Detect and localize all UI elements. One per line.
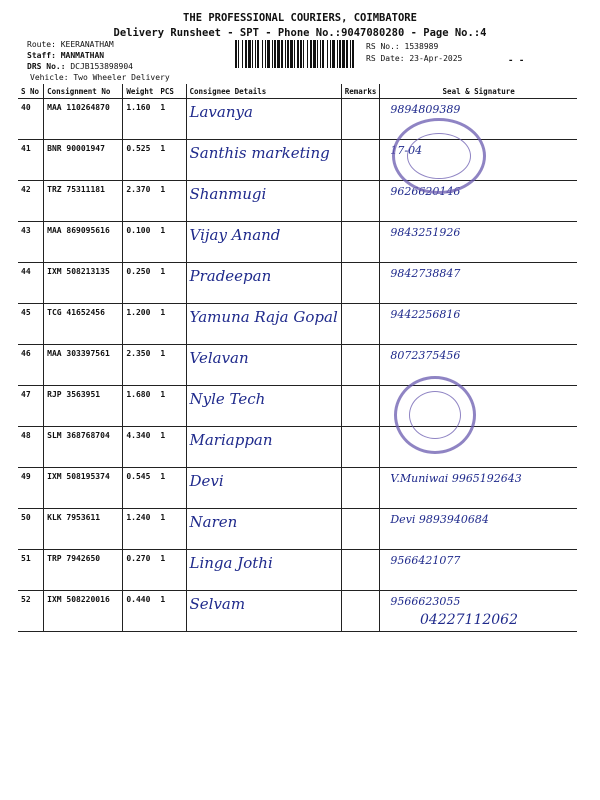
vehicle-value: Two Wheeler Delivery [73,73,170,82]
consignee-handwriting: Pradeepan [189,267,272,285]
barcode-bar [313,40,316,68]
row-sno: 45 [18,304,44,345]
route-value: KEERANATHAM [60,40,114,49]
row-consignment: MAA 869095616 [44,222,123,263]
col-consignment: Consignment No [44,84,123,99]
consignee-handwriting: Mariappan [189,431,273,449]
row-consignment: IXM 508213135 [44,263,123,304]
row-seal [380,468,577,509]
barcode-bar [242,40,243,68]
table-row [18,345,577,386]
barcode-bar [300,40,302,68]
row-consignee [186,550,341,591]
row-weight-pcs [123,263,186,304]
barcode-bar [337,40,338,68]
row-seal [380,550,577,591]
row-weight-pcs [123,304,186,345]
row-weight: 1.160 [126,103,151,112]
row-pcs: 1 [160,513,166,522]
rs-no-value: 1538989 [404,42,439,51]
barcode-bar [255,40,256,68]
barcode-bar [297,40,299,68]
row-remarks [341,345,380,386]
row-consignment: IXM 508195374 [44,468,123,509]
row-weight-pcs [123,345,186,386]
barcode-bar [257,40,259,68]
barcode-bar [332,40,335,68]
table-row [18,181,577,222]
runsheet-subtitle: Delivery Runsheet - SPT - Phone No.:9047080280 - Page No.:4 [113,27,487,39]
row-remarks [341,304,380,345]
drs-value: DCJB153898904 [70,62,133,71]
barcode-bar [320,40,321,68]
row-remarks [341,181,380,222]
table-row [18,468,577,509]
row-pcs: 1 [160,472,166,481]
row-weight-pcs [123,509,186,550]
col-weight: Weight [126,86,154,96]
row-consignment: TCG 41652456 [44,304,123,345]
table-row [18,509,577,550]
rs-no-line [366,42,438,51]
route-line [27,40,114,49]
barcode-bar [285,40,286,68]
row-consignment: KLK 7953611 [44,509,123,550]
row-sno: 48 [18,427,44,468]
dash-mark: - - [508,56,525,66]
row-sno: 46 [18,345,44,386]
col-remarks: Remarks [341,84,380,99]
consignee-handwriting: Santhis marketing [189,144,330,162]
row-consignee [186,468,341,509]
barcode-bar [235,40,237,68]
drs-line [27,62,133,71]
signature-handwriting: Devi 9893940684 [390,513,489,526]
barcode-bar [346,40,348,68]
signature-handwriting: 17-04 [390,144,423,157]
row-remarks [341,591,380,632]
signature-handwriting: V.Muniwai 9965192643 [390,472,522,485]
row-seal [380,181,577,222]
consignee-handwriting: Naren [189,513,238,531]
row-weight-pcs [123,140,186,181]
row-pcs: 1 [160,226,166,235]
row-sno: 44 [18,263,44,304]
row-weight-pcs [123,427,186,468]
row-pcs: 1 [160,390,166,399]
row-remarks [341,263,380,304]
consignee-handwriting: Nyle Tech [189,390,266,408]
consignee-handwriting: Velavan [189,349,249,367]
row-weight: 2.350 [126,349,151,358]
route-label: Route: [27,40,56,49]
table-row [18,99,577,140]
row-consignee [186,386,341,427]
consignee-handwriting: Selvam [189,595,246,613]
barcode-bar [287,40,289,68]
vehicle-label: Vehicle: [30,73,69,82]
row-remarks [341,386,380,427]
signature-handwriting: 8072375456 [390,349,461,362]
row-consignment: MAA 303397561 [44,345,123,386]
signature-handwriting: 9566623055 [390,595,461,608]
row-sno: 52 [18,591,44,632]
row-sno: 40 [18,99,44,140]
barcode-bar [330,40,331,68]
table-row [18,427,577,468]
barcode-bar [267,40,270,68]
row-sno: 47 [18,386,44,427]
rs-date-line [366,54,462,63]
barcode-bar [294,40,295,68]
row-consignment: SLM 368768704 [44,427,123,468]
signature-handwriting: 9626620146 [390,185,461,198]
row-pcs: 1 [160,431,166,440]
barcode-bar [262,40,263,68]
col-weight-pcs [123,84,186,99]
row-pcs: 1 [160,595,166,604]
row-remarks [341,222,380,263]
barcode-bar [317,40,318,68]
consignee-handwriting: Devi [189,472,224,490]
row-weight: 0.250 [126,267,151,276]
row-weight: 0.440 [126,595,151,604]
rs-date-value: 23-Apr-2025 [409,54,463,63]
row-weight: 0.100 [126,226,151,235]
row-weight: 2.370 [126,185,151,194]
barcode-bar [350,40,351,68]
row-consignee [186,591,341,632]
row-weight-pcs [123,550,186,591]
row-pcs: 1 [160,103,166,112]
row-weight-pcs [123,181,186,222]
row-remarks [341,99,380,140]
row-weight: 0.545 [126,472,151,481]
company-title: THE PROFESSIONAL COURIERS, COIMBATORE [183,12,417,24]
table-row [18,550,577,591]
barcode-bar [252,40,253,68]
row-pcs: 1 [160,554,166,563]
row-weight: 1.240 [126,513,151,522]
row-seal [380,263,577,304]
row-consignment: MAA 110264870 [44,99,123,140]
rs-date-label: RS Date: [366,54,405,63]
barcode-bar [290,40,293,68]
row-sno: 41 [18,140,44,181]
row-consignee [186,345,341,386]
table-row [18,263,577,304]
row-weight-pcs [123,386,186,427]
row-sno: 42 [18,181,44,222]
barcode-bar [274,40,276,68]
row-pcs: 1 [160,185,166,194]
row-remarks [341,509,380,550]
row-consignee [186,263,341,304]
table-row [18,386,577,427]
barcode-bar [265,40,266,68]
consignee-handwriting: Shanmugi [189,185,267,203]
row-weight: 1.200 [126,308,151,317]
barcode-bar [272,40,273,68]
row-weight: 1.680 [126,390,151,399]
row-consignee [186,304,341,345]
barcode-bar [248,40,251,68]
row-seal [380,304,577,345]
barcode-bar [342,40,345,68]
row-seal [380,509,577,550]
row-consignee [186,181,341,222]
barcode-bar [277,40,280,68]
row-consignee [186,99,341,140]
row-consignee [186,222,341,263]
row-seal [380,345,577,386]
staff-label: Staff: [27,51,56,60]
row-sno: 43 [18,222,44,263]
seal-stamp-1 [392,118,486,194]
barcode-bar [322,40,324,68]
row-remarks [341,550,380,591]
col-consignee: Consignee Details [186,84,341,99]
row-sno: 51 [18,550,44,591]
staff-line [27,51,104,60]
row-seal [380,222,577,263]
col-pcs: PCS [160,86,174,96]
row-pcs: 1 [160,144,166,153]
vehicle-line [30,73,170,82]
row-consignment: TRP 7942650 [44,550,123,591]
row-weight: 0.525 [126,144,151,153]
row-consignment: BNR 90001947 [44,140,123,181]
consignee-handwriting: Lavanya [189,103,253,121]
staff-value: MANMATHAN [60,51,105,60]
row-sno: 50 [18,509,44,550]
row-consignment: RJP 3563951 [44,386,123,427]
signature-handwriting: 9442256816 [390,308,461,321]
barcode-bar [352,40,354,68]
rs-no-label: RS No.: [366,42,400,51]
row-weight-pcs [123,222,186,263]
barcode-bar [245,40,247,68]
row-weight-pcs [123,468,186,509]
barcode-bar [281,40,283,68]
table-header-row [18,84,577,99]
consignee-handwriting: Yamuna Raja Gopal [189,308,338,326]
table-row [18,304,577,345]
barcode-bar [307,40,308,68]
row-consignment: IXM 508220016 [44,591,123,632]
row-remarks [341,427,380,468]
signature-handwriting: 9842738847 [390,267,461,280]
row-remarks [341,468,380,509]
consignee-handwriting: Linga Jothi [189,554,273,572]
signature-handwriting: 9894809389 [390,103,461,116]
row-pcs: 1 [160,267,166,276]
row-consignee [186,140,341,181]
barcode-bar [303,40,304,68]
trailing-signature: 04227112062 [420,612,518,628]
row-weight-pcs [123,591,186,632]
barcode-bar [238,40,239,68]
barcode-bar [310,40,312,68]
row-weight: 0.270 [126,554,151,563]
barcode-bar [339,40,341,68]
row-consignment: TRZ 75311181 [44,181,123,222]
barcode-bar [327,40,328,68]
row-pcs: 1 [160,308,166,317]
consignee-handwriting: Vijay Anand [189,226,281,244]
row-weight: 4.340 [126,431,151,440]
table-row [18,222,577,263]
seal-stamp-2 [394,376,476,454]
col-seal: Seal & Signature [380,84,577,99]
signature-handwriting: 9566421077 [390,554,461,567]
drs-barcode [235,40,355,68]
row-pcs: 1 [160,349,166,358]
row-consignee [186,427,341,468]
signature-handwriting: 9843251926 [390,226,461,239]
drs-label: DRS No.: [27,62,66,71]
runsheet-table [18,84,577,632]
row-remarks [341,140,380,181]
row-weight-pcs [123,99,186,140]
table-row [18,140,577,181]
row-sno: 49 [18,468,44,509]
col-sno: S No [18,84,44,99]
row-consignee [186,509,341,550]
